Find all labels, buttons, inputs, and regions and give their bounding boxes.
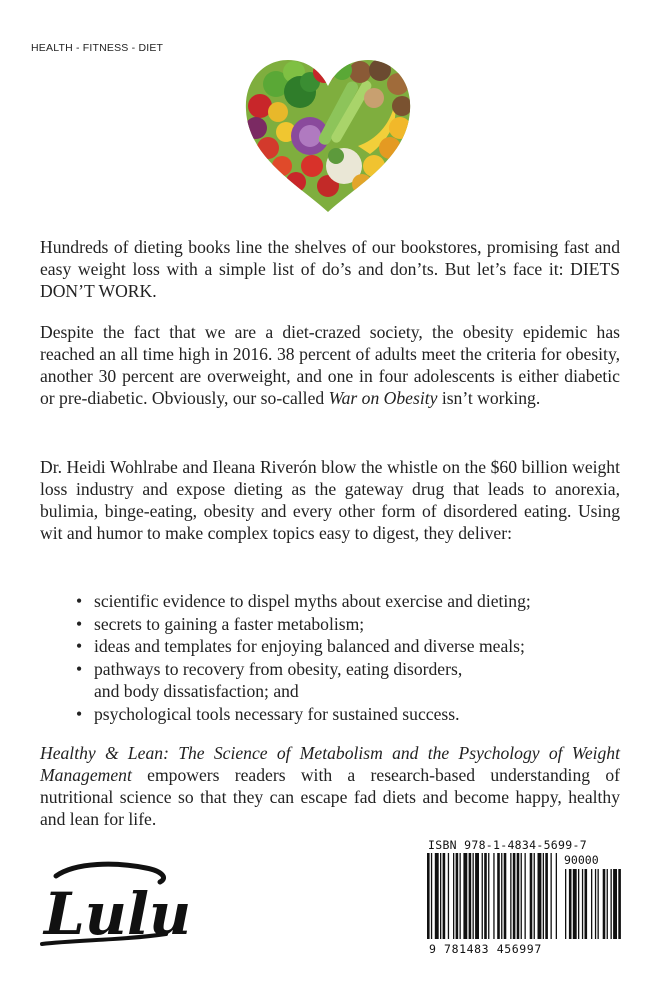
- obesity-paragraph: [40, 321, 620, 409]
- war-on-obesity-italic: War on Obesity: [328, 388, 438, 408]
- obesity-paragraph-end: isn’t working.: [437, 388, 541, 408]
- list-item-text: scientific evidence to dispel myths about exercise and dieting;: [94, 591, 531, 611]
- bullet-glyph: •: [76, 591, 83, 611]
- barcode-addon-bar: [598, 869, 599, 939]
- list-item-text: secrets to gaining a faster metabolism;: [94, 613, 365, 634]
- barcode-addon-bar: [578, 869, 579, 939]
- barcode-bar: [517, 853, 520, 939]
- barcode-addon-bar: [565, 869, 566, 939]
- heart-produce-illustration: [240, 54, 416, 214]
- authors-paragraph: Dr. Heidi Wohlrabe and Ileana Riverón blow the whistle on the $60 billion weight loss industry and expose dieting as the gateway drug that leads to anorexia, bulimia, binge-eating, obesity and every other form of disordered eating. Using wit and humor to make complex topics easy to digest, they deliver:: [40, 457, 620, 543]
- obesity-paragraph-main: Despite the fact that we are a diet-crazed society, the obesity epidemic has reached an all time high in 2016. 38 percent of adults meet the criteria for obesity, another 30 percent are overweight, and one in four adolescents is either diabetic or pre-diabetic. Obviously, our so-called: [40, 322, 620, 408]
- barcode-bar: [443, 853, 446, 939]
- list-item-continuation: and body dissatisfaction; and: [94, 681, 299, 701]
- barcode-bar: [525, 853, 526, 939]
- barcode-bar: [448, 853, 449, 939]
- list-item-text: pathways to recovery from obesity, eating disorders,: [94, 658, 463, 679]
- barcode-bar: [427, 853, 430, 939]
- barcode-bar: [493, 853, 494, 939]
- barcode-bar: [463, 853, 467, 939]
- list-item: [76, 590, 636, 613]
- barcode-bar: [484, 853, 487, 939]
- barcode-addon-bar: [607, 869, 608, 939]
- list-item: [76, 658, 636, 703]
- category-label: HEALTH - FITNESS - DIET: [31, 42, 164, 54]
- barcode-addon-bar: [582, 869, 583, 939]
- closing-paragraph-end: empowers readers with a research-based understanding of nutritional science so that they can escape fad diets and become happy, healthy and lean for life.: [40, 765, 620, 829]
- barcode-bar: [513, 853, 516, 939]
- isbn-number: ISBN 978-1-4834-5699-7: [428, 838, 587, 852]
- barcode-bar: [545, 853, 548, 939]
- barcode-addon-bar: [618, 869, 621, 939]
- barcode-addon-bar: [613, 869, 617, 939]
- barcode-addon-bar: [611, 869, 612, 939]
- lulu-logo: [36, 860, 192, 950]
- barcode-digits: 9 781483 456997: [429, 942, 542, 956]
- barcode-addon-bar: [603, 869, 606, 939]
- barcode-addon-bar: [585, 869, 588, 939]
- isbn-barcode: [425, 836, 625, 958]
- barcode-bar: [534, 853, 535, 939]
- barcode-addon-bar: [573, 869, 577, 939]
- barcode-bar: [475, 853, 479, 939]
- barcode-bar: [482, 853, 483, 939]
- barcode-bar: [460, 853, 461, 939]
- barcode-bar: [551, 853, 552, 939]
- barcode-bar: [504, 853, 507, 939]
- closing-paragraph: [40, 742, 620, 830]
- barcode-bar: [501, 853, 502, 939]
- barcode-addon-bar: [569, 869, 572, 939]
- bullet-glyph: •: [76, 703, 83, 724]
- barcode-bar: [469, 853, 472, 939]
- barcode-addon-bar: [595, 869, 596, 939]
- barcode-bar: [497, 853, 500, 939]
- barcode-bar: [431, 853, 432, 939]
- barcode-bar: [473, 853, 474, 939]
- barcode-addon-bar: [591, 869, 592, 939]
- barcode-bar: [543, 853, 544, 939]
- list-item-text: ideas and templates for enjoying balanced and diverse meals;: [94, 636, 525, 656]
- benefits-list: [76, 590, 636, 725]
- barcode-bar: [530, 853, 533, 939]
- barcode-bar: [456, 853, 459, 939]
- barcode-bar: [488, 853, 489, 939]
- barcode-bar: [556, 853, 557, 939]
- list-item: [76, 635, 636, 658]
- bullet-glyph: •: [76, 636, 83, 656]
- book-title-italic: Healthy & Lean: The Science of Metabolism and the Psychology of Weight Management: [40, 743, 620, 785]
- barcode-bar: [538, 853, 542, 939]
- barcode-bar: [453, 853, 454, 939]
- list-item-text: psychological tools necessary for sustained success.: [94, 703, 460, 724]
- barcode-bar: [435, 853, 439, 939]
- barcode-bar: [440, 853, 441, 939]
- list-item: [76, 613, 636, 636]
- barcode-addon-number: 90000: [564, 853, 599, 867]
- barcode-bar: [510, 853, 511, 939]
- bullet-glyph: •: [76, 613, 83, 634]
- bullet-glyph: •: [76, 658, 83, 679]
- list-item: [76, 703, 636, 726]
- intro-paragraph: Hundreds of dieting books line the shelves of our bookstores, promising fast and easy weight loss with a simple list of do’s and don’ts. But let’s face it: DIETS DON’T WORK.: [40, 237, 620, 301]
- lulu-logo-text: Lulu: [44, 880, 192, 948]
- barcode-bar: [521, 853, 522, 939]
